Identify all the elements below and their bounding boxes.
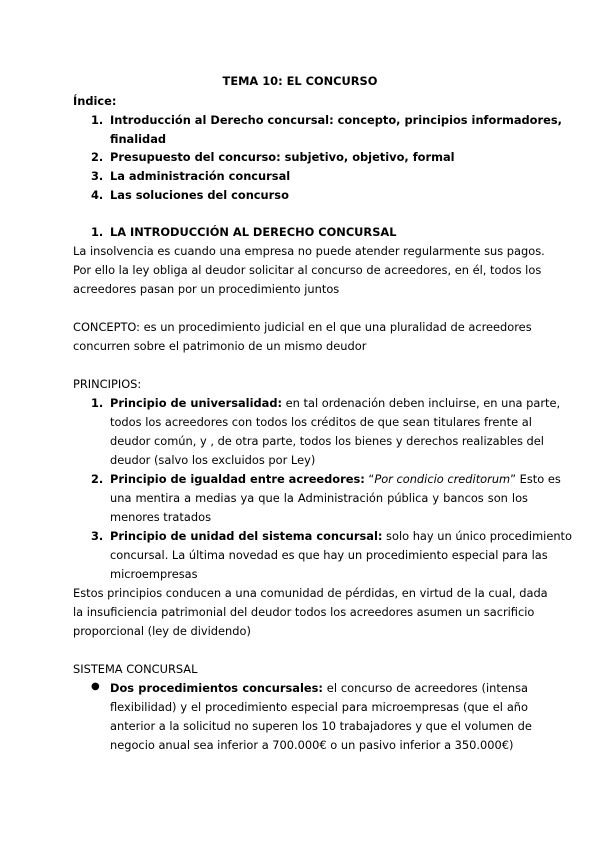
summary-line: Estos principios conducen a una comunidad de pérdidas, en virtud de la cual, dada (73, 586, 548, 600)
principio-title: Principio de unidad del sistema concursal: (110, 529, 383, 543)
index-item-number: 4. (91, 188, 104, 202)
sistema-first-line (110, 681, 528, 695)
principio-line: menores tratados (110, 510, 211, 524)
principios-label: PRINCIPIOS: (73, 377, 142, 391)
principio-line: concursal. La última novedad es que hay un procedimiento especial para las (110, 548, 548, 562)
principio-line: deudor común, y , de otra parte, todos los bienes y derechos realizables del (110, 434, 544, 448)
summary-line: proporcional (ley de dividendo) (73, 624, 251, 638)
principio-title: Principio de igualdad entre acreedores: (110, 472, 365, 486)
index-label: Índice: (73, 94, 117, 108)
principio-text: ” Esto es (510, 472, 561, 486)
index-item-number: 3. (91, 169, 104, 183)
principio-first-line (110, 472, 561, 486)
document-title: TEMA 10: EL CONCURSO (222, 74, 378, 88)
concepto-line: CONCEPTO: es un procedimiento judicial en el que una pluralidad de acreedores (73, 320, 532, 334)
index-item-line: Las soluciones del concurso (110, 188, 289, 202)
sistema-title: Dos procedimientos concursales: (110, 681, 323, 695)
principio-number: 1. (91, 396, 104, 410)
summary-line: la insuficiencia patrimonial del deudor todos los acreedores asumen un sacrificio (73, 605, 535, 619)
index-item-line: Presupuesto del concurso: subjetivo, objetivo, formal (110, 150, 455, 164)
index-item-number: 1. (91, 113, 104, 127)
principio-line: microempresas (110, 567, 198, 581)
principio-first-line (110, 529, 572, 543)
intro-line: acreedores pasan por un procedimiento juntos (73, 282, 340, 296)
principio-number: 2. (91, 472, 104, 486)
principio-text: solo hay un único procedimiento (382, 529, 572, 543)
section-number: 1. (91, 225, 104, 239)
sistema-line: anterior a la solicitud no superen los 10 trabajadores y que el volumen de (110, 719, 532, 733)
section-heading: LA INTRODUCCIÓN AL DERECHO CONCURSAL (110, 225, 397, 239)
sistema-line: flexibilidad) y el procedimiento especial para microempresas (que el año (110, 700, 528, 714)
sistema-label: SISTEMA CONCURSAL (73, 662, 198, 676)
index-item-line: La administración concursal (110, 169, 291, 183)
index-item-line: Introducción al Derecho concursal: concepto, principios informadores, (110, 113, 562, 127)
principio-text: en tal ordenación deben incluirse, en una parte, (282, 396, 561, 410)
principio-latin: Por condicio creditorum (374, 472, 511, 486)
sistema-line: negocio anual sea inferior a 700.000€ o un pasivo inferior a 350.000€) (110, 738, 514, 752)
principio-text: “ (364, 472, 375, 486)
index-item-number: 2. (91, 150, 104, 164)
principio-line: todos los acreedores con todos los créditos de que sean titulares frente al (110, 415, 532, 429)
principio-line: deudor (salvo los excluidos por Ley) (110, 453, 316, 467)
intro-line: Por ello la ley obliga al deudor solicitar al concurso de acreedores, en él, todos los (73, 263, 542, 277)
principio-title: Principio de universalidad: (110, 396, 283, 410)
bullet-icon: ● (91, 681, 100, 692)
intro-line: La insolvencia es cuando una empresa no puede atender regularmente sus pagos. (73, 244, 545, 258)
principio-number: 3. (91, 529, 104, 543)
principio-line: una mentira a medias ya que la Administración pública y bancos son los (110, 491, 528, 505)
principio-first-line (110, 396, 561, 410)
index-item-line: finalidad (110, 132, 167, 146)
sistema-text: el concurso de acreedores (intensa (322, 681, 528, 695)
concepto-line: concurren sobre el patrimonio de un mismo deudor (73, 339, 367, 353)
